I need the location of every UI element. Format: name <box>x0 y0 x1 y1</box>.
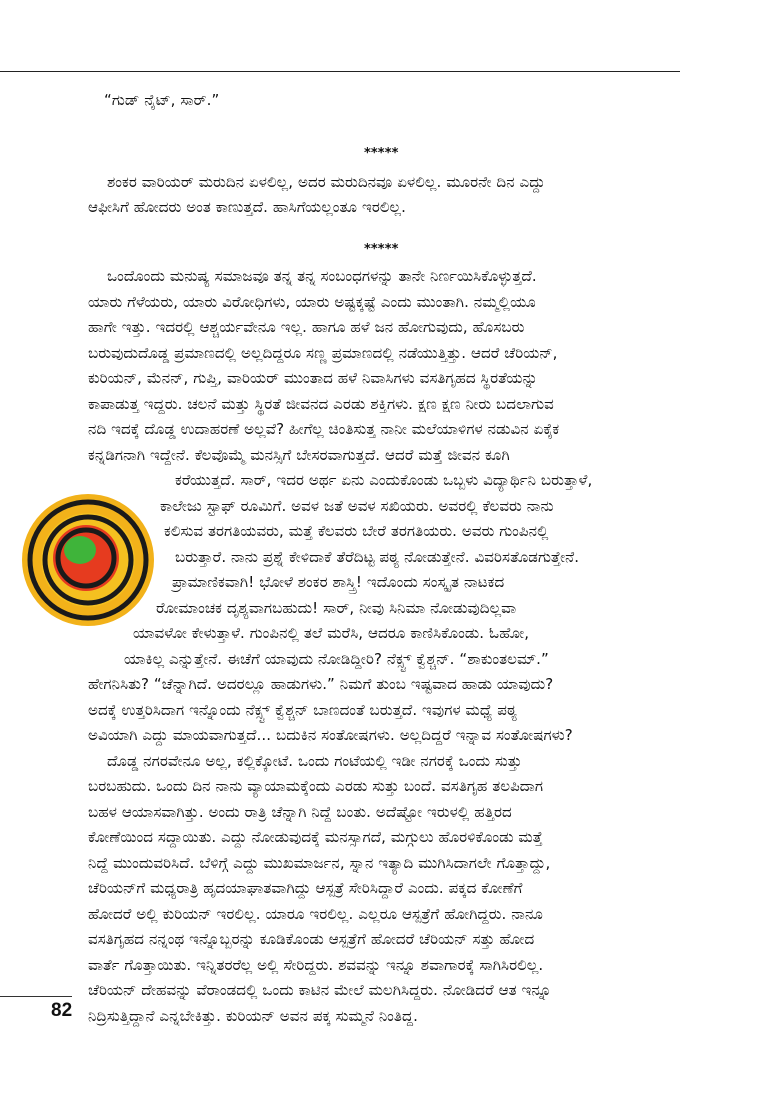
text-line: ನದಿ ಇದಕ್ಕೆ ದೊಡ್ಡ ಉದಾಹರಣೆ ಅಲ್ಲವೆ? ಹೀಗೆಲ್ಲ ಚಿಂತಿಸುತ್ತ ನಾನೀ ಮಲೆಯಾಳಿಗಳ ನಡುವಿನ ಏಕೈಕ <box>88 420 560 438</box>
text-line: ವಸತಿಗೃಹದ ನನ್ನಂಥ ಇನ್ನೊಬ್ಬರನ್ನು ಕೂಡಿಕೊಂಡು ಆಸ್ಪತ್ರೆಗೆ ಹೋದರೆ ಚೆರಿಯನ್ ಸತ್ತು ಹೋದ <box>88 930 535 948</box>
section-separator: ***** <box>364 146 399 161</box>
text-line: ನಿದ್ದೆ ಮುಂದುವರಿಸಿದೆ. ಬೆಳಿಗ್ಗೆ ಎದ್ದು ಮುಖಮಾರ್ಜನ, ಸ್ನಾನ ಇತ್ಯಾದಿ ಮುಗಿಸಿದಾಗಲೇ ಗೊತ್ತಾದ್ದು, <box>88 854 551 872</box>
text-line: ಕಾಲೇಜು ಸ್ಟಾಫ್ ರೂಮಿಗೆ. ಅವಳ ಜತೆ ಅವಳ ಸಖಿಯರು. ಅವರಲ್ಲಿ ಕೆಲವರು ನಾನು <box>160 497 554 515</box>
text-line: ಚೆರಿಯನ್‌ಗೆ ಮಧ್ಯರಾತ್ರಿ ಹೃದಯಾಘಾತವಾಗಿದ್ದು ಆಸ್ಪತ್ರೆ ಸೇರಿಸಿದ್ದಾರೆ ಎಂದು. ಪಕ್ಕದ ಕೋಣೆಗೆ <box>88 879 523 897</box>
concentric-circles-illustration <box>18 490 158 630</box>
text-line: ಪ್ರಾಮಾಣಿಕವಾಗಿ! ಭೋಳೆ ಶಂಕರ ಶಾಸ್ತ್ರಿ! ಇದೊಂದು ಸಂಸ್ಕೃತ ನಾಟಕದ <box>172 573 505 591</box>
text-line: ಹೇಗನಿಸಿತು? “ಚೆನ್ನಾಗಿದೆ. ಅದರಲ್ಲೂ ಹಾಡುಗಳು.” ನಿಮಗೆ ತುಂಬ ಇಷ್ಟವಾದ ಹಾಡು ಯಾವುದು? <box>88 675 554 693</box>
text-line: ಶಂಕರ ವಾರಿಯರ್ ಮರುದಿನ ಏಳಲಿಲ್ಲ, ಅದರ ಮರುದಿನವೂ ಏಳಲಿಲ್ಲ. ಮೂರನೇ ದಿನ ಎದ್ದು <box>107 173 546 191</box>
text-line: ರೋಮಾಂಚಕ ದೃಶ್ಯವಾಗಬಹುದು! ಸಾರ್, ನೀವು ಸಿನಿಮಾ ನೋಡುವುದಿಲ್ಲವಾ <box>156 599 517 617</box>
top-rule <box>0 71 680 72</box>
text-line: ಕೋಣೆಯಿಂದ ಸದ್ದಾಯಿತು. ಎದ್ದು ನೋಡುವುದಕ್ಕೆ ಮನಸ್ಸಾಗದೆ, ಮಗ್ಗುಲು ಹೊರಳಿಕೊಂಡು ಮತ್ತೆ <box>88 828 543 846</box>
text-line: ಒಂದೊಂದು ಮನುಷ್ಯ ಸಮಾಜವೂ ತನ್ನ ತನ್ನ ಸಂಬಂಧಗಳನ್ನು ತಾನೇ ನಿರ್ಣಯಿಸಿಕೊಳ್ಳುತ್ತದೆ. <box>107 267 537 285</box>
section-separator: ***** <box>364 242 399 257</box>
text-line: ಕಲಿಸುವ ತರಗತಿಯವರು, ಮತ್ತೆ ಕೆಲವರು ಬೇರೆ ತರಗತಿಯರು. ಅವರು ಗುಂಪಿನಲ್ಲಿ <box>164 522 549 540</box>
text-line: ಕಾಪಾಡುತ್ತ ಇದ್ದರು. ಚಲನೆ ಮತ್ತು ಸ್ಥಿರತೆ ಜೀವನದ ಎರಡು ಶಕ್ತಿಗಳು. ಕ್ಷಣ ಕ್ಷಣ ನೀರು ಬದಲಾಗುವ <box>88 395 554 413</box>
text-line: ಬರುವುದುದೊಡ್ಡ ಪ್ರಮಾಣದಲ್ಲಿ ಅಲ್ಲದಿದ್ದರೂ ಸಣ್ಣ ಪ್ರಮಾಣದಲ್ಲಿ ನಡೆಯುತ್ತಿತ್ತು. ಆದರೆ ಚೆರಿಯನ್, <box>88 344 558 362</box>
page-number: 82 <box>51 1000 73 1021</box>
text-line: ಯಾರು ಗೆಳೆಯರು, ಯಾರು ವಿರೋಧಿಗಳು, ಯಾರು ಅಷ್ಟಕ್ಕಷ್ಟೆ ಎಂದು ಮುಂತಾಗಿ. ನಮ್ಮಲ್ಲಿಯೂ <box>88 293 536 311</box>
text-line: ಕುರಿಯನ್, ಮೆನನ್, ಗುಪ್ತಿ, ವಾರಿಯರ್ ಮುಂತಾದ ಹಳೆ ನಿವಾಸಿಗಳು ವಸತಿಗೃಹದ ಸ್ಥಿರತೆಯನ್ನು <box>88 369 538 387</box>
text-line: ಅದಕ್ಕೆ ಉತ್ತರಿಸಿದಾಗ ಇನ್ನೊಂದು ನೆಕ್ಸ್ಟ್ ಕ್ವೆಶ್ಚನ್ ಬಾಣದಂತೆ ಬರುತ್ತದೆ. ಇವುಗಳ ಮಧ್ಯೆ ಪಠ್ಯ <box>88 701 518 719</box>
bottom-rule <box>0 996 72 997</box>
text-line: ಯಾಕಿಲ್ಲ ಎನ್ನುತ್ತೇನೆ. ಈಚೆಗೆ ಯಾವುದು ನೋಡಿದ್ದೀರಿ? ನೆಕ್ಸ್ಟ್ ಕ್ವೆಶ್ಚನ್. “ಶಾಕುಂತಲಮ್.” <box>124 650 549 668</box>
text-line: ಚೆರಿಯನ್ ದೇಹವನ್ನು ವೆರಾಂಡದಲ್ಲಿ ಒಂದು ಕಾಟಿನ ಮೇಲೆ ಮಲಗಿಸಿದ್ದರು. ನೋಡಿದರೆ ಆತ ಇನ್ನೂ <box>88 981 552 999</box>
text-line: ದೊಡ್ಡ ನಗರವೇನೂ ಅಲ್ಲ, ಕಲ್ಲಿಕ್ಕೋಟೆ. ಒಂದು ಗಂಟೆಯಲ್ಲಿ ಇಡೀ ನಗರಕ್ಕೆ ಒಂದು ಸುತ್ತು <box>107 752 522 770</box>
text-line: ಆಫೀಸಿಗೆ ಹೋದರು ಅಂತ ಕಾಣುತ್ತದೆ. ಹಾಸಿಗೆಯಲ್ಲಂತೂ ಇರಲಿಲ್ಲ. <box>88 198 406 216</box>
text-line: ಹಾಗೇ ಇತ್ತು. ಇದರಲ್ಲಿ ಆಶ್ಚರ್ಯವೇನೂ ಇಲ್ಲ. ಹಾಗೂ ಹಳೆ ಜನ ಹೋಗುವುದು, ಹೊಸಬರು <box>88 318 525 336</box>
text-line: ಬರುತ್ತಾರೆ. ನಾನು ಪ್ರಶ್ನೆ ಕೇಳಿದಾಕೆ ತೆರೆದಿಟ್ಟ ಪಠ್ಯ ನೋಡುತ್ತೇನೆ. ವಿವರಿಸತೊಡಗುತ್ತೇನೆ. <box>175 548 580 566</box>
text-line: ಕರೆಯುತ್ತದೆ. ಸಾರ್, ಇದರ ಅರ್ಥ ಏನು ಎಂದುಕೊಂಡು ಒಬ್ಬಳು ವಿದ್ಯಾರ್ಥಿನಿ ಬರುತ್ತಾಳೆ, <box>175 471 593 489</box>
text-line: ವಾರ್ತೆ ಗೊತ್ತಾಯಿತು. ಇನ್ನಿತರರೆಲ್ಲ ಅಲ್ಲಿ ಸೇರಿದ್ದರು. ಶವವನ್ನು ಇನ್ನೂ ಶವಾಗಾರಕ್ಕೆ ಸಾಗಿಸಿರಲಿಲ್ಲ. <box>88 956 544 974</box>
text-line: ಬರಬಹುದು. ಒಂದು ದಿನ ನಾನು ವ್ಯಾಯಾಮಕ್ಕೆಂದು ಎರಡು ಸುತ್ತು ಬಂದೆ. ವಸತಿಗೃಹ ತಲಪಿದಾಗ <box>88 777 544 795</box>
text-line: ಯಾವಳೋ ಕೇಳುತ್ತಾಳೆ. ಗುಂಪಿನಲ್ಲಿ ತಲೆ ಮರೆಸಿ, ಆದರೂ ಕಾಣಿಸಿಕೊಂಡು. ಓಹೋ, <box>133 624 530 642</box>
dialogue-line: “ಗುಡ್ ನೈಟ್, ಸಾರ್.” <box>104 91 220 109</box>
text-line: ಅವಿಯಾಗಿ ಎದ್ದು ಮಾಯವಾಗುತ್ತದೆ... ಬದುಕಿನ ಸಂತೋಷಗಳು. ಅಲ್ಲದಿದ್ದರೆ ಇನ್ನಾವ ಸಂತೋಷಗಳು? <box>88 726 573 744</box>
text-line: ಬಹಳ ಆಯಾಸವಾಗಿತ್ತು. ಅಂದು ರಾತ್ರಿ ಚೆನ್ನಾಗಿ ನಿದ್ದೆ ಬಂತು. ಅದೆಷ್ಟೋ ಇರುಳಲ್ಲಿ ಹತ್ತಿರದ <box>88 803 512 821</box>
text-line: ಹೋದರೆ ಅಲ್ಲಿ ಕುರಿಯನ್ ಇರಲಿಲ್ಲ. ಯಾರೂ ಇರಲಿಲ್ಲ. ಎಲ್ಲರೂ ಆಸ್ಪತ್ರೆಗೆ ಹೋಗಿದ್ದರು. ನಾನೂ <box>88 905 543 923</box>
text-line: ನಿದ್ರಿಸುತ್ತಿದ್ದಾನೆ ಎನ್ನಬೇಕಿತ್ತು. ಕುರಿಯನ್ ಅವನ ಪಕ್ಕ ಸುಮ್ಮನೆ ನಿಂತಿದ್ದ. <box>88 1007 418 1025</box>
text-line: ಕನ್ನಡಿಗನಾಗಿ ಇದ್ದೇನೆ. ಕೆಲವೊಮ್ಮೆ ಮನಸ್ಸಿಗೆ ಬೇಸರವಾಗುತ್ತದೆ. ಆದರೆ ಮತ್ತೆ ಜೀವನ ಕೂಗಿ <box>88 446 510 464</box>
